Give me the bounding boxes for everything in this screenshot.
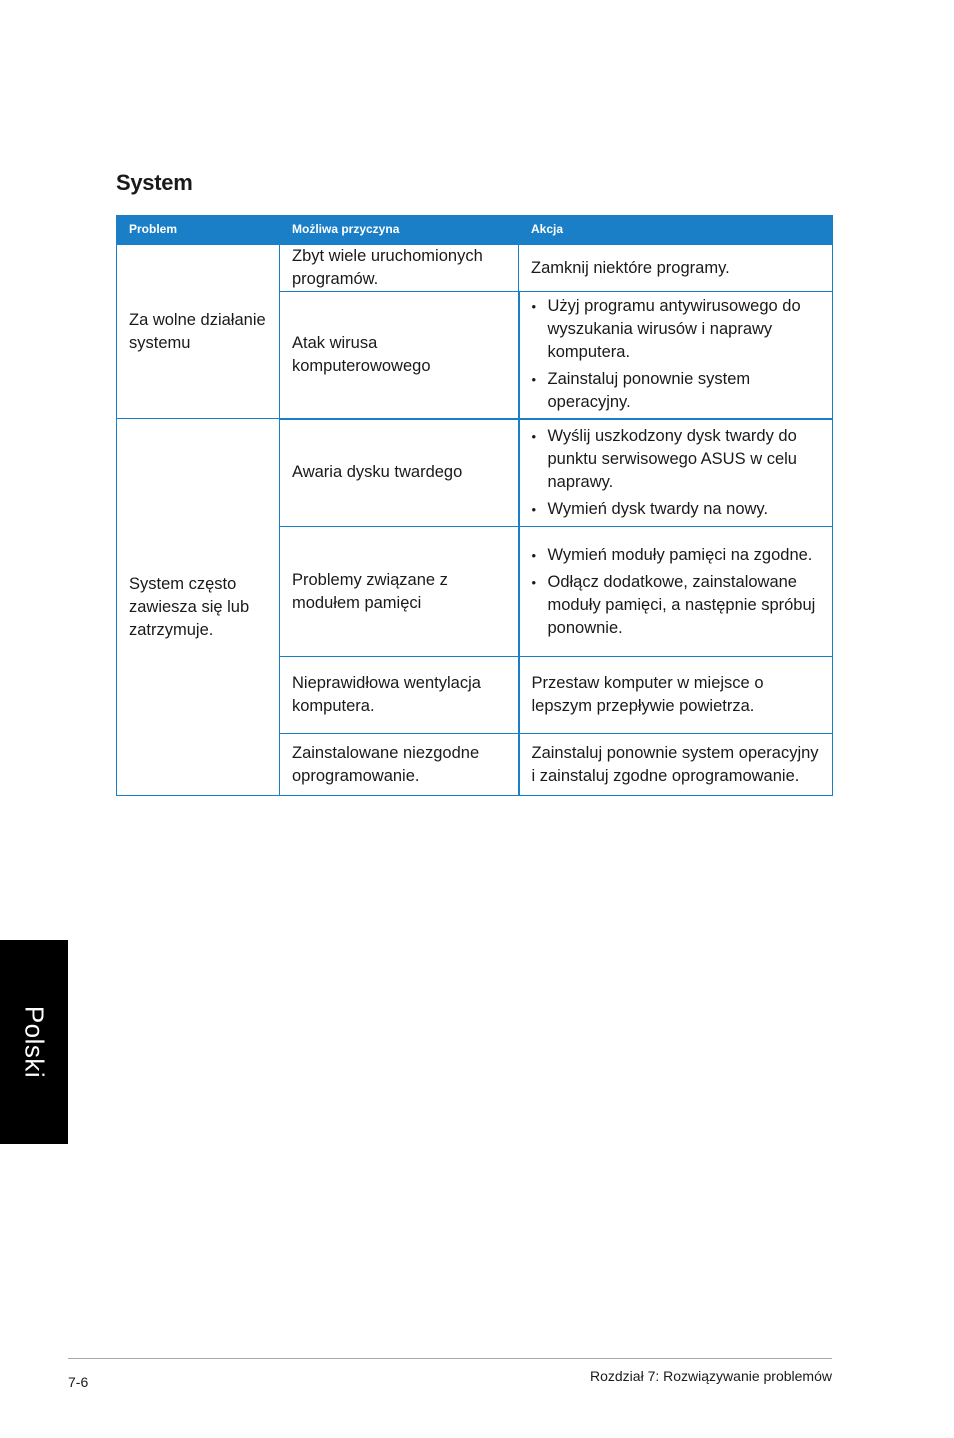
header-cause: Możliwa przyczyna [280,216,519,245]
page-number: 7-6 [68,1374,89,1390]
problem-cell: System często zawiesza się lub zatrzymuje. [117,419,280,796]
cause-cell: Problemy związane z modułem pamięci [280,527,519,657]
troubleshooting-table [116,215,833,796]
table-row [117,419,833,527]
cause-cell: Zainstalowane niezgodne oprogramowanie. [280,734,519,796]
action-list [532,295,821,414]
action-list [532,544,821,640]
cause-cell: Zbyt wiele uruchomionych programów. [280,244,519,292]
list-item: • Użyj programu antywirusowego do wyszukania wirusów i naprawy komputera. [532,295,821,364]
chapter-title: Rozdział 7: Rozwiązywanie problemów [590,1368,832,1384]
cause-cell: Atak wirusa komputerowowego [280,292,519,419]
table-row [117,244,833,292]
header-action: Akcja [519,216,833,245]
list-item: • Odłącz dodatkowe, zainstalowane moduły pamięci, a następnie spróbuj ponownie. [532,571,821,640]
action-list [532,425,821,521]
section-title: System [116,170,193,195]
action-cell [519,527,833,657]
list-item: • Zainstaluj ponownie system operacyjny. [532,368,821,414]
language-side-tab [0,940,68,1144]
cause-cell: Awaria dysku twardego [280,419,519,527]
cause-cell: Nieprawidłowa wentylacja komputera. [280,657,519,734]
action-cell [519,292,833,419]
action-cell [519,419,833,527]
language-label: Polski [19,1005,50,1079]
list-item: • Wymień moduły pamięci na zgodne. [532,544,821,567]
list-item: • Wyślij uszkodzony dysk twardy do punktu serwisowego ASUS w celu naprawy. [532,425,821,494]
header-problem: Problem [117,216,280,245]
action-cell: Zamknij niektóre programy. [519,244,833,292]
action-cell: Zainstaluj ponownie system operacyjny i zainstaluj zgodne oprogramowanie. [519,734,833,796]
footer-divider [68,1358,832,1359]
problem-cell: Za wolne działanie systemu [117,244,280,419]
action-cell: Przestaw komputer w miejsce o lepszym przepływie powietrza. [519,657,833,734]
list-item: • Wymień dysk twardy na nowy. [532,498,821,521]
table-header-row [117,216,833,245]
